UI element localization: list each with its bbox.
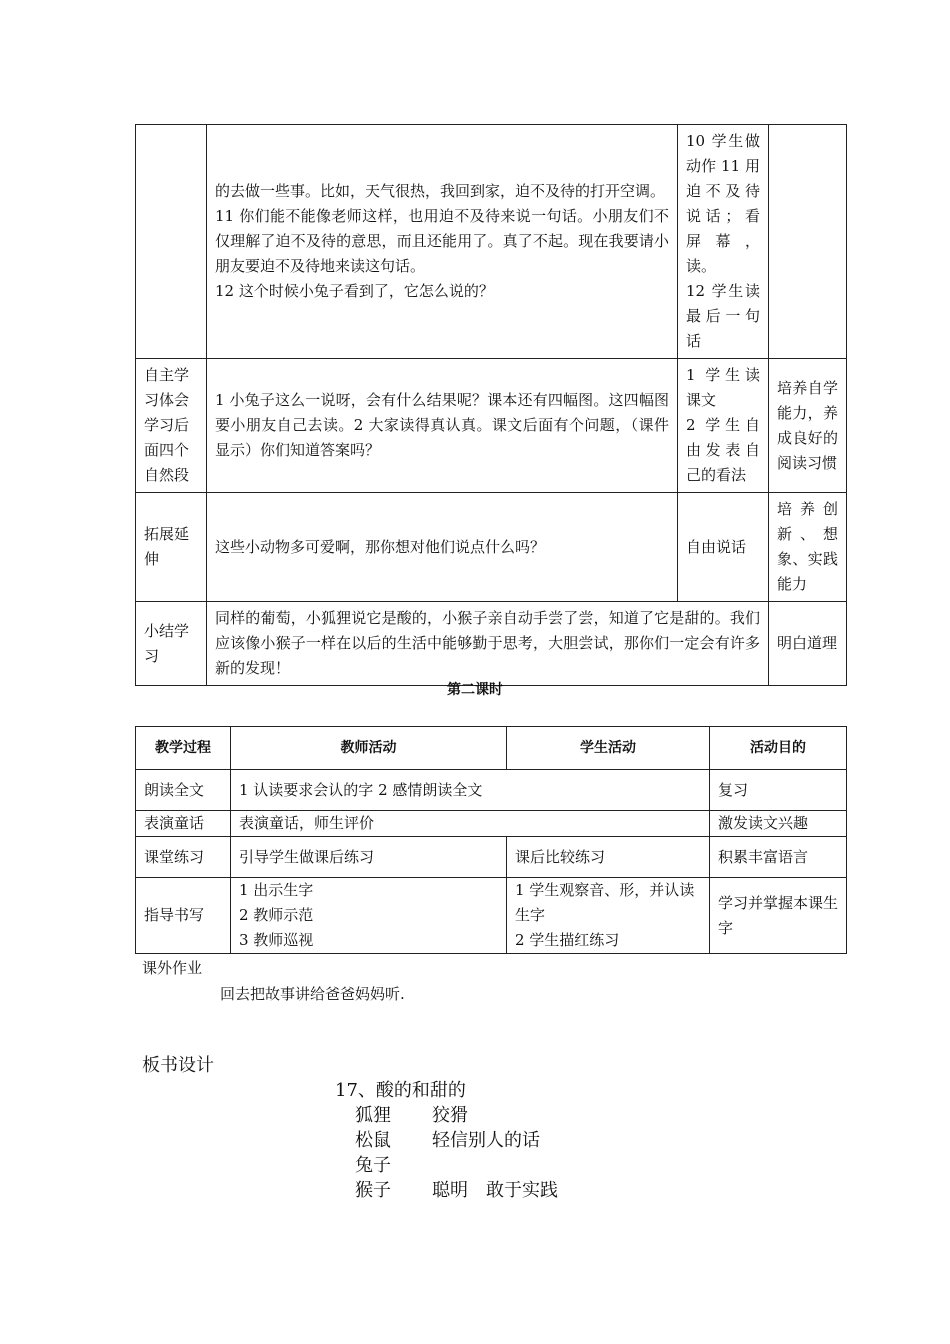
stage-cell: 朗读全文: [136, 770, 231, 811]
teacher-activity-cell: 这些小动物多可爱啊，那你想对他们说点什么吗？: [207, 493, 678, 602]
board-title: 17、酸的和甜的: [335, 1080, 466, 1101]
teacher-activity-cell: 的去做一些事。比如，天气很热，我回到家，迫不及待的打开空调。 11 你们能不能像老师这样，也用迫不及待来说一句话。小朋友们不仅理解了迫不及待的意思，而且还能用了。真了不起。现在我要请小朋友要迫不及待地来读这句话。 12 这个时候小兔子看到了，它怎么说的？: [207, 125, 678, 359]
column-header: 教师活动: [231, 727, 507, 770]
teacher-activity-cell: 1 认读要求会认的字 2 感情朗读全文: [231, 770, 710, 811]
board-design-label: 板书设计: [142, 1055, 214, 1076]
purpose-cell: 复习: [710, 770, 847, 811]
table-row: [136, 837, 847, 878]
teacher-activity-cell: 1 出示生字 2 教师示范 3 教师巡视: [231, 878, 507, 954]
student-activity-cell: 1 学生观察音、形，并认读生字 2 学生描红练习: [507, 878, 710, 954]
column-header: 学生活动: [507, 727, 710, 770]
table-row: [136, 359, 847, 493]
board-trait: 狡猾: [432, 1105, 468, 1126]
column-header: 教学过程: [136, 727, 231, 770]
student-activity-cell: 自由说话: [678, 493, 769, 602]
board-animal: 兔子: [355, 1155, 391, 1176]
teacher-activity-cell: 引导学生做课后练习: [231, 837, 507, 878]
purpose-cell: 明白道理: [769, 602, 847, 686]
table-row: [136, 770, 847, 811]
column-header: 活动目的: [710, 727, 847, 770]
purpose-cell: 培养自学能力，养成良好的阅读习惯: [769, 359, 847, 493]
student-activity-cell: 课后比较练习: [507, 837, 710, 878]
purpose-cell: [769, 125, 847, 359]
homework-text: 回去把故事讲给爸爸妈妈听.: [220, 985, 405, 1003]
lesson-plan-table-1: [135, 124, 847, 686]
stage-cell: 小结学习: [136, 602, 207, 686]
board-animal: 狐狸: [355, 1105, 391, 1126]
board-animal: 猴子: [355, 1180, 391, 1201]
homework-label: 课外作业: [142, 959, 203, 977]
purpose-cell: 激发读文兴趣: [710, 811, 847, 837]
section-title: 第二课时: [447, 682, 503, 698]
purpose-cell: 培养创新、想象、实践能力: [769, 493, 847, 602]
table-row: [136, 811, 847, 837]
table-row: [136, 878, 847, 954]
purpose-cell: 积累丰富语言: [710, 837, 847, 878]
student-activity-cell: 1 学生读课文 2 学生自由发表自己的看法: [678, 359, 769, 493]
teacher-activity-cell: 同样的葡萄，小狐狸说它是酸的，小猴子亲自动手尝了尝，知道了它是甜的。我们应该像小猴子一样在以后的生活中能够勤于思考，大胆尝试，那你们一定会有许多新的发现！: [207, 602, 769, 686]
teacher-activity-cell: 表演童话，师生评价: [231, 811, 710, 837]
lesson-plan-table-2: [135, 726, 847, 954]
table-row: [136, 125, 847, 359]
stage-cell: 指导书写: [136, 878, 231, 954]
table-row: [136, 602, 847, 686]
table-row: [136, 493, 847, 602]
teacher-activity-cell: 1 小兔子这么一说呀，会有什么结果呢？课本还有四幅图。这四幅图要小朋友自己去读。2 大家读得真认真。课文后面有个问题，（课件显示）你们知道答案吗？: [207, 359, 678, 493]
board-trait: 轻信别人的话: [432, 1130, 540, 1151]
board-trait: 聪明 敢于实践: [432, 1180, 558, 1201]
stage-cell: 自主学习体会学习后面四个自然段: [136, 359, 207, 493]
stage-cell: 拓展延伸: [136, 493, 207, 602]
stage-cell: 表演童话: [136, 811, 231, 837]
purpose-cell: 学习并掌握本课生字: [710, 878, 847, 954]
stage-cell: [136, 125, 207, 359]
board-animal: 松鼠: [355, 1130, 391, 1151]
stage-cell: 课堂练习: [136, 837, 231, 878]
header-row: [136, 727, 847, 770]
student-activity-cell: 10 学生做动作 11 用迫不及待说话；看屏幕，读。 12 学生读最后一句话: [678, 125, 769, 359]
